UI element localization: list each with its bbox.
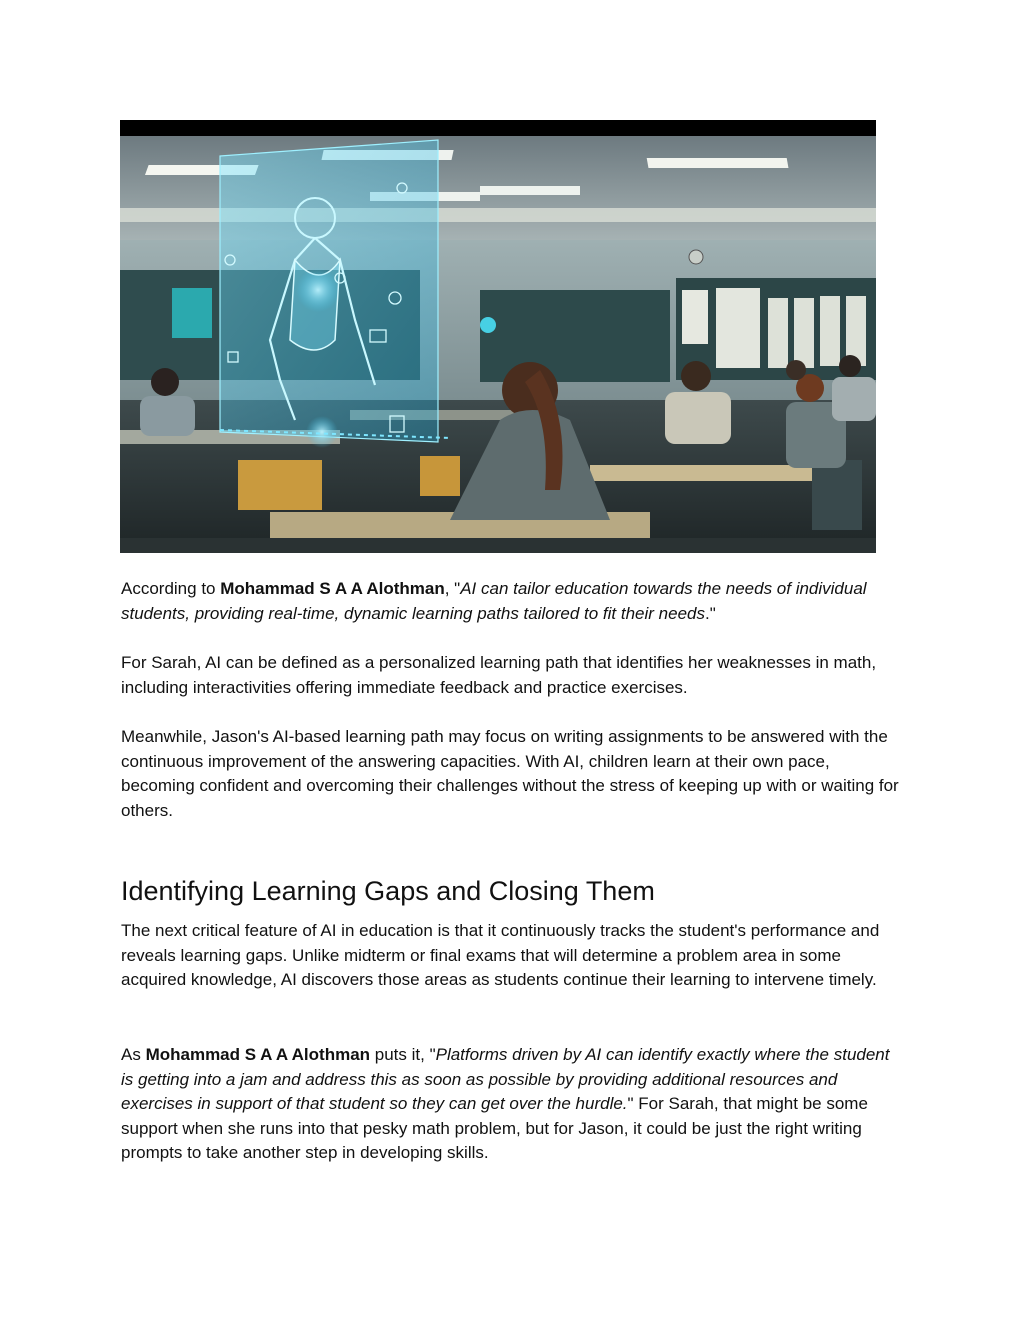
paragraph-text: The next critical feature of AI in education is that it continuously tracks the student's performance and reveals learning gaps. Unlike midterm or final exams that will determine a problem area in some acquired knowledge, AI discovers those areas as students continue their learning to intervene timely. [121,921,880,990]
author-name: Mohammad S A A Alothman [220,579,445,598]
paragraph-quote-1 [121,577,901,626]
paragraph-text: For Sarah, AI can be defined as a personalized learning path that identifies her weaknesses in math, including interactivities offering immediate feedback and practice exercises. [121,653,877,697]
paragraph-learning-gaps [121,919,901,993]
paragraph-quote-2 [121,1043,901,1166]
prefix-text: As [121,1045,146,1064]
author-name: Mohammad S A A Alothman [145,1045,371,1064]
paragraph-sarah [121,651,901,700]
mid-text: puts it, " [370,1045,436,1064]
classroom-image [120,120,876,553]
rest-text: " For Sarah, that might be some support when she runs into that pesky math problem, but for Jason, it could be just the right writing prompts to take another step in developing skills. [121,1094,868,1163]
quote-text: Platforms driven by AI can identify exactly where the student is getting into a jam and address this as soon as possible by providing additional resources and exercises in support of that student so they can get over the hurdle. [121,1045,890,1114]
close-quote: ." [704,603,716,623]
section-heading: Identifying Learning Gaps and Closing Them [121,876,655,906]
quote-text: AI can tailor education towards the needs of individual students, providing real-time, dynamic learning paths tailored to fit their needs [121,579,867,623]
prefix-text: According to [121,579,221,598]
open-quote: , " [444,579,461,598]
paragraph-text: Meanwhile, Jason's AI-based learning path may focus on writing assignments to be answered with the continuous improvement of the answering capacities. With AI, children learn at their own pace, becoming confident and overcoming their challenges without the stress of keeping up with or waiting for others. [121,727,899,820]
paragraph-jason [121,725,901,823]
